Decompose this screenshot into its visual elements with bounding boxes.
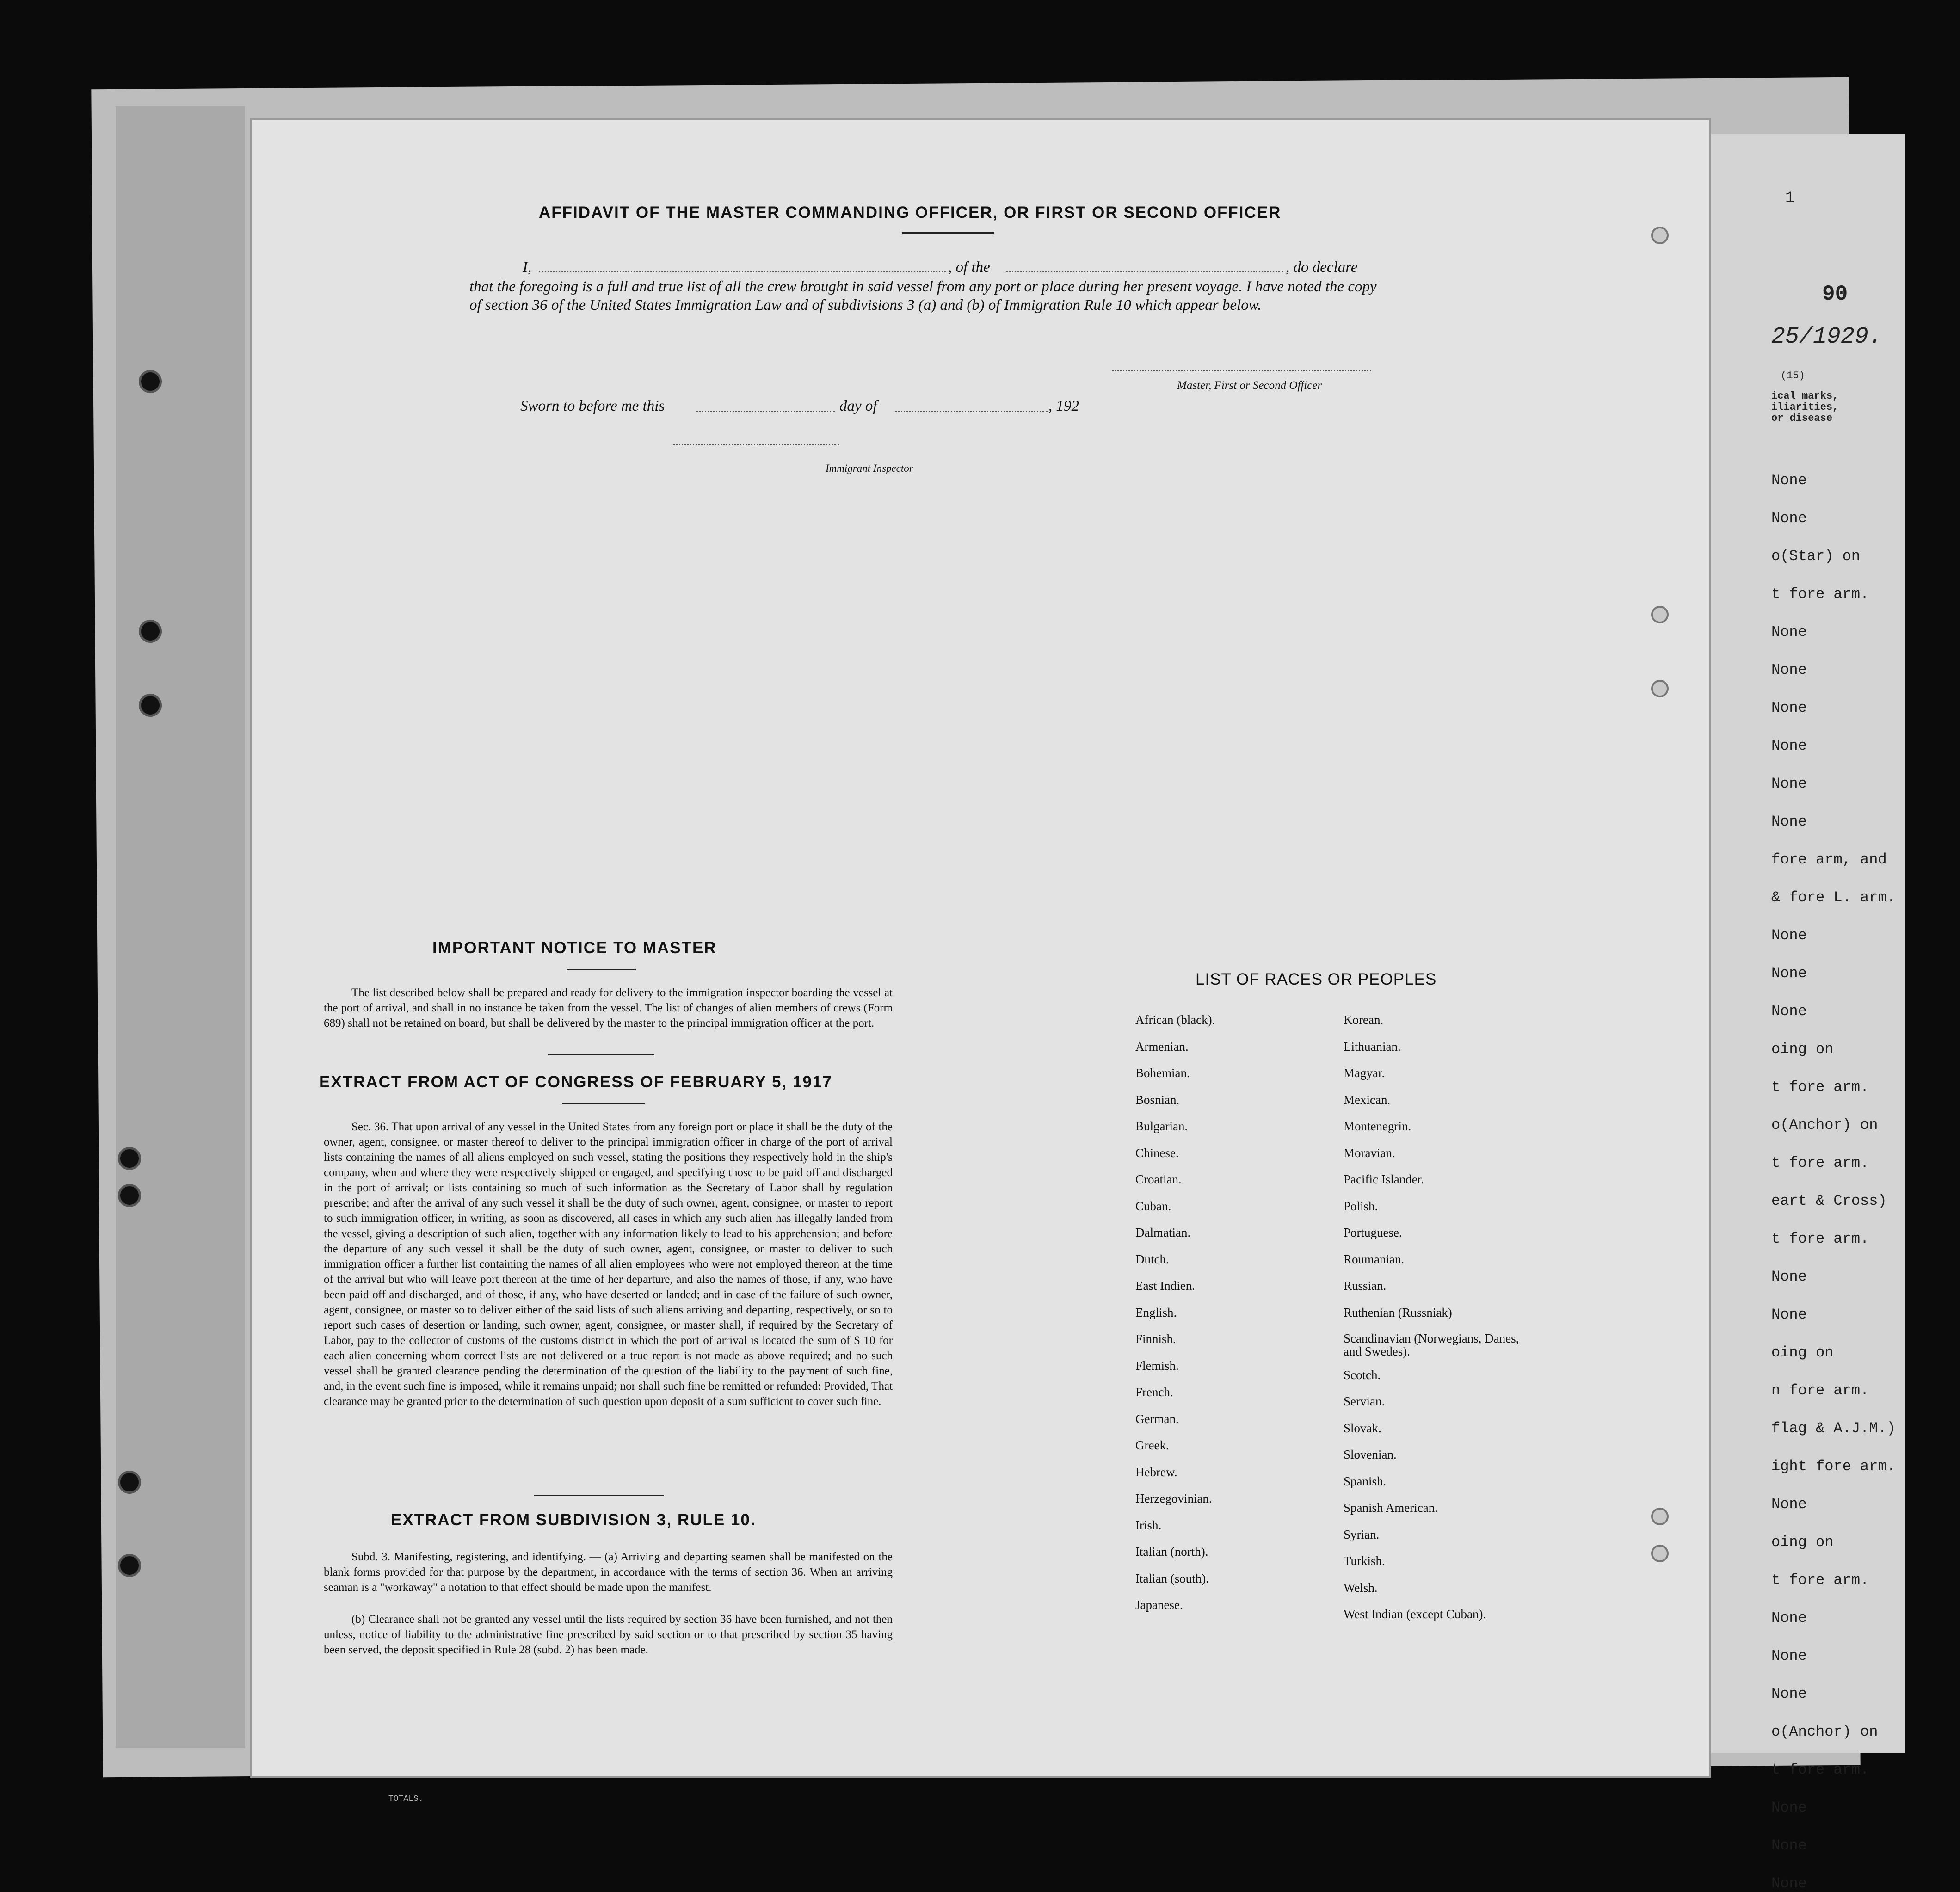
underlying-date: 25/1929. (1771, 324, 1883, 350)
sheet-hole (1651, 1508, 1669, 1525)
sworn-day-field[interactable] (696, 411, 835, 412)
rule-title: EXTRACT FROM SUBDIVISION 3, RULE 10. (391, 1511, 756, 1529)
notice-rule (567, 969, 636, 970)
race-item: Japanese. (1135, 1598, 1183, 1612)
race-item: Bulgarian. (1135, 1119, 1188, 1133)
day-of-text: day of (839, 398, 877, 414)
underlying-note: None (1771, 1268, 1807, 1285)
race-item: Herzegovinian. (1135, 1491, 1212, 1505)
race-item: Scandinavian (Norwegians, Danes, and Swedes). (1344, 1331, 1519, 1358)
race-item: Polish. (1344, 1199, 1378, 1213)
binder-hole (118, 1554, 141, 1577)
underlying-page-right-strip (1711, 134, 1905, 1892)
race-item: Moravian. (1344, 1146, 1395, 1160)
race-item: Korean. (1344, 1013, 1384, 1027)
sheet-hole (1651, 227, 1669, 244)
race-item: Pacific Islander. (1344, 1172, 1424, 1186)
underlying-note: None (1771, 1609, 1807, 1627)
races-title: LIST OF RACES OR PEOPLES (1196, 970, 1437, 988)
binder-hole (118, 1184, 141, 1207)
underlying-note: None (1771, 1496, 1807, 1513)
sheet-hole (1651, 680, 1669, 697)
underlying-note: eart & Cross) (1771, 1192, 1887, 1209)
race-item: Turkish. (1344, 1554, 1385, 1568)
underlying-note: None (1771, 1875, 1807, 1892)
underlying-col-number: (15) (1781, 370, 1805, 382)
underlying-page-left-strip (116, 106, 245, 1748)
underlying-note: None (1771, 623, 1807, 641)
race-item: West Indian (except Cuban). (1344, 1607, 1486, 1621)
race-item: Hebrew. (1135, 1465, 1177, 1479)
underlying-note: & fore L. arm. (1771, 889, 1896, 906)
race-item: Mexican. (1344, 1092, 1391, 1107)
underlying-note: oing on (1771, 1344, 1834, 1361)
signature-field[interactable] (1112, 370, 1371, 371)
underlying-note: ight fore arm. (1771, 1458, 1896, 1475)
sworn-month-field[interactable] (895, 411, 1048, 412)
race-item: German. (1135, 1411, 1179, 1426)
underlying-note: t fore arm. (1771, 1079, 1869, 1096)
race-item: Servian. (1344, 1394, 1385, 1408)
race-item: African (black). (1135, 1013, 1215, 1027)
underlying-note: None (1771, 1685, 1807, 1702)
inspector-label: Immigrant Inspector (826, 462, 913, 474)
affidavit-title: AFFIDAVIT OF THE MASTER COMMANDING OFFICER, OR FIRST OR SECOND OFFICER (539, 203, 1282, 222)
race-item: French. (1135, 1385, 1173, 1399)
year-text: , 192 (1048, 398, 1079, 414)
underlying-note: None (1771, 510, 1807, 527)
sheet-hole (1651, 1545, 1669, 1562)
underlying-note: o(Anchor) on (1771, 1116, 1878, 1134)
race-item: Croatian. (1135, 1172, 1182, 1186)
race-item: Lithuanian. (1344, 1039, 1401, 1054)
underlying-note: flag & A.J.M.) (1771, 1420, 1896, 1437)
race-item: Montenegrin. (1344, 1119, 1411, 1133)
race-item: Portuguese. (1344, 1226, 1402, 1239)
race-item: English. (1135, 1305, 1177, 1319)
race-item: East Indien. (1135, 1279, 1195, 1293)
underlying-note: None (1771, 1837, 1807, 1854)
sworn-text: Sworn to before me this (520, 398, 665, 414)
race-item: Flemish. (1135, 1358, 1179, 1373)
race-item: Magyar. (1344, 1066, 1385, 1080)
signature-label: Master, First or Second Officer (1177, 379, 1322, 392)
underlying-note: None (1771, 813, 1807, 830)
race-item: Slovenian. (1344, 1448, 1397, 1461)
race-item: Syrian. (1344, 1527, 1380, 1541)
affidavit-declare: , do declare (1286, 259, 1358, 276)
underlying-note: None (1771, 775, 1807, 792)
race-item: Spanish American. (1344, 1501, 1438, 1515)
underlying-note: fore arm, and (1771, 851, 1887, 868)
race-item: Chinese. (1135, 1146, 1179, 1160)
underlying-note: None (1771, 1003, 1807, 1020)
underlying-note: oing on (1771, 1534, 1834, 1551)
underlying-note: t fore arm. (1771, 585, 1869, 603)
race-item: Ruthenian (Russniak) (1344, 1305, 1452, 1319)
inspector-field[interactable] (673, 444, 839, 445)
binder-hole (139, 694, 162, 717)
notice-title: IMPORTANT NOTICE TO MASTER (432, 939, 717, 957)
underlying-note: oing on (1771, 1041, 1834, 1058)
binder-hole (139, 620, 162, 643)
race-item: Russian. (1344, 1279, 1387, 1293)
binder-hole (118, 1471, 141, 1494)
race-item: Welsh. (1344, 1580, 1378, 1595)
underlying-note: None (1771, 927, 1807, 944)
underlying-note: o(Star) on (1771, 548, 1861, 565)
underlying-note: t fore arm. (1771, 1761, 1869, 1778)
binder-hole (118, 1147, 141, 1170)
race-item: Italian (north). (1135, 1545, 1208, 1559)
race-item: Bohemian. (1135, 1066, 1190, 1080)
race-item: Italian (south). (1135, 1571, 1209, 1585)
sheet-hole (1651, 606, 1669, 623)
underlying-note: None (1771, 472, 1807, 489)
affidavit-i: I, (523, 259, 532, 276)
act-rule (562, 1103, 645, 1104)
underlying-totals: TOTALS. (388, 1794, 424, 1804)
act-title: EXTRACT FROM ACT OF CONGRESS OF FEBRUARY 5, 1917 (319, 1073, 832, 1091)
binder-hole (139, 370, 162, 393)
race-item: Bosnian. (1135, 1092, 1180, 1107)
underlying-note: None (1771, 737, 1807, 754)
underlying-note: t fore arm. (1771, 1154, 1869, 1171)
race-item: Roumanian. (1344, 1252, 1405, 1266)
race-item: Cuban. (1135, 1199, 1171, 1213)
underlying-note: None (1771, 965, 1807, 982)
notice-body: The list described below shall be prepared and ready for delivery to the immigration inspector boarding the vessel at the port of arrival, and shall in no instance be taken from the vessel. The list of changes of alien members of crews (Form 689) shall not be retained on board, but shall be delivered by the master to the principal immigration officer at the port. (324, 986, 893, 1029)
underlying-note: None (1771, 1647, 1807, 1664)
affidavit-sheet (252, 120, 1709, 1776)
race-item: Scotch. (1344, 1368, 1381, 1382)
rule-body-a: Subd. 3. Manifesting, registering, and identifying. — (a) Arriving and departing seamen shall be manifested on the blank forms provided for that purpose by the department, in accordance with the terms of section 36. When an arriving seaman is a "workaway" a notation to that effect should be made upon the manifest. (324, 1551, 893, 1594)
race-item: Spanish. (1344, 1474, 1387, 1488)
underlying-note: t fore arm. (1771, 1230, 1869, 1247)
race-item: Greek. (1135, 1438, 1169, 1452)
underlying-note: None (1771, 1799, 1807, 1816)
underlying-note: None (1771, 661, 1807, 678)
name-field[interactable] (539, 271, 946, 272)
act-body: Sec. 36. That upon arrival of any vessel in the United States from any foreign port or place it shall be the duty of the owner, agent, consignee, or master thereof to deliver to the principal immigration officer in charge of the port of arrival lists containing the names of all aliens employed on such vessel, stating the positions they respectively hold in the ship's company, when and where they were respectively shipped or engaged, and specifying those to be paid off and discharged in the port of arrival; or lists containing so much of such information as the Secretary of Labor shall by regulation prescribe; and after the arrival of any such vessel it shall be the duty of such owner, agent, consignee, or master to report to such immigration officer, in writing, as soon as discovered, all cases in which any such alien has illegally landed from the vessel, giving a description of such alien, together with any information likely to lead to his apprehension; and before the departure of any such vessel it shall be the duty of such owner, agent, consignee, or master to deliver to such immigration officer a further list containing the names of all alien employees who were not employed thereon at the time of the arrival but who will leave port thereon at the time of her departure, and also the names of those, if any, who have been paid off and discharged, and of those, if any, who have deserted or landed; and in case of the failure of such owner, agent, consignee, or master so to deliver either of the said lists of such aliens arriving and departing, respectively, or so to report such cases of desertion or landing, such owner, agent, consignee, or master shall, if required by the Secretary of Labor, pay to the collector of customs of the customs district in which the port of arrival is located the sum of $ 10 for each alien concerning whom correct lists are not delivered or a true report is not made as above required; and no such vessel shall be granted clearance pending the determination of the question of the liability to the payment of such fine, and, in the event such fine is imposed, while it remains unpaid; nor shall such fine be remitted or refunded: Provided, That clearance may be granted prior to the determination of such question upon deposit of a sum sufficient to cover such fine. (324, 1121, 893, 1408)
underlying-col-header: ical marks, iliarities, or disease (1771, 390, 1839, 424)
race-item: Dalmatian. (1135, 1226, 1191, 1239)
rule-body-b: (b) Clearance shall not be granted any vessel until the lists required by section 36 have been furnished, and not then unless, notice of liability to the administrative fine prescribed by said section or to that prescribed by section 35 having been served, the deposit specified in Rule 28 (subd. 2) has been made. (324, 1613, 893, 1656)
title-rule (902, 232, 994, 234)
underlying-note: n fore arm. (1771, 1382, 1869, 1399)
race-item: Slovak. (1344, 1421, 1381, 1435)
race-item: Finnish. (1135, 1332, 1176, 1346)
underlying-note: None (1771, 1306, 1807, 1323)
race-item: Dutch. (1135, 1252, 1169, 1266)
underlying-note: t fore arm. (1771, 1572, 1869, 1589)
underlying-note: o(Anchor) on (1771, 1723, 1878, 1740)
race-item: Irish. (1135, 1518, 1162, 1532)
underlying-number: 90 (1822, 282, 1848, 306)
underlying-page-number: 1 (1785, 190, 1795, 207)
underlying-note: None (1771, 699, 1807, 716)
notice-rule-2 (548, 1054, 654, 1055)
race-item: Armenian. (1135, 1039, 1189, 1054)
affidavit-body: that the foregoing is a full and true list of all the crew brought in said vessel from any port or place during her present voyage. I have noted the copy of section 36 of the United States Immigration Law and of subdivisions 3 (a) and (b) of Immigration Rule 10 which appear below. (469, 278, 1377, 314)
act-rule-2 (534, 1495, 664, 1496)
affidavit-of-the: , of the (948, 259, 990, 276)
vessel-field[interactable] (1006, 271, 1283, 272)
